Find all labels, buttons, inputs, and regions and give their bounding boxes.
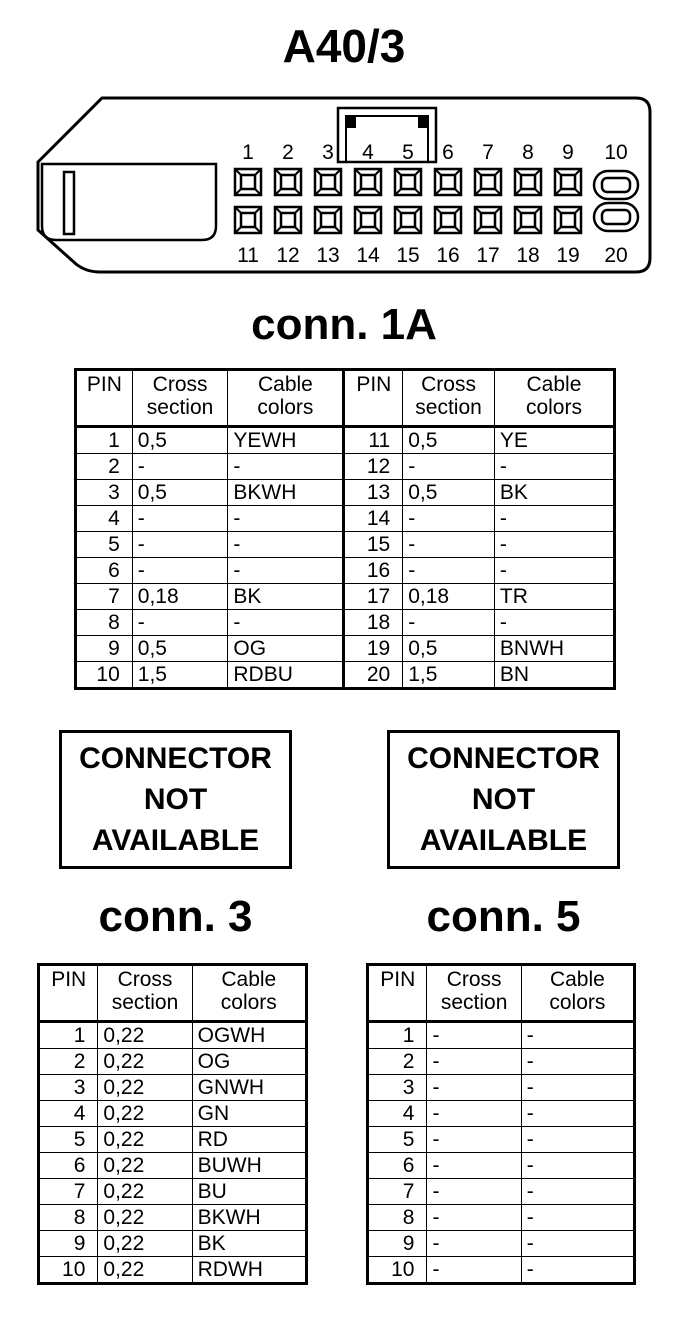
- cross-section-cell: -: [427, 1231, 521, 1257]
- pin-cell: 6: [76, 558, 133, 584]
- pin-number-label: 15: [396, 244, 420, 267]
- cable-color-cell: BKWH: [228, 480, 344, 506]
- pin-socket: [315, 207, 341, 233]
- conn3-title: conn. 3: [98, 892, 253, 941]
- na-line: NOT: [471, 783, 536, 816]
- pin-cell: 18: [344, 610, 403, 636]
- cross-section-cell: 0,5: [132, 636, 228, 662]
- header-pin: PIN: [344, 370, 403, 427]
- pin-number-label: 7: [482, 141, 494, 164]
- pin-cell: 13: [344, 480, 403, 506]
- cross-section-cell: 0,22: [98, 1153, 192, 1179]
- pin-number-label: 12: [276, 244, 300, 267]
- cable-color-cell: -: [521, 1127, 634, 1153]
- cable-color-cell: -: [494, 610, 614, 636]
- pin-cell: 10: [76, 662, 133, 689]
- pin-socket: [235, 169, 261, 195]
- cable-color-cell: YE: [494, 427, 614, 454]
- cable-color-cell: BUWH: [192, 1153, 306, 1179]
- table-row: [76, 636, 615, 662]
- na-line: CONNECTOR: [79, 742, 272, 775]
- cable-color-cell: TR: [494, 584, 614, 610]
- cable-color-cell: -: [521, 1101, 634, 1127]
- pin-cell: 4: [39, 1101, 98, 1127]
- cable-color-cell: BK: [192, 1231, 306, 1257]
- table-row: [368, 1022, 635, 1049]
- header-cable-colors: Cable colors: [228, 370, 344, 427]
- cross-section-cell: 0,22: [98, 1022, 192, 1049]
- cross-section-cell: 0,5: [403, 636, 495, 662]
- cable-color-cell: -: [521, 1153, 634, 1179]
- pin-cell: 9: [39, 1231, 98, 1257]
- header-cross-section: Cross section: [132, 370, 228, 427]
- conn1a-table: [74, 368, 616, 690]
- table-row: [368, 1257, 635, 1284]
- key-tab-left: [346, 116, 356, 128]
- table-row: [39, 1153, 307, 1179]
- pin-cell: 7: [76, 584, 133, 610]
- cable-color-cell: -: [521, 1179, 634, 1205]
- cross-section-cell: -: [427, 1022, 521, 1049]
- pin-socket: [555, 207, 581, 233]
- cable-color-cell: -: [521, 1231, 634, 1257]
- cable-color-cell: -: [521, 1022, 634, 1049]
- cable-color-cell: -: [521, 1257, 634, 1284]
- pin-cell: 14: [344, 506, 403, 532]
- pin-number-label: 9: [562, 141, 574, 164]
- power-pin-socket: [594, 203, 638, 231]
- pin-number-label: 2: [282, 141, 294, 164]
- pin-socket: [275, 169, 301, 195]
- table-row: [39, 1257, 307, 1284]
- pin-cell: 12: [344, 454, 403, 480]
- header-cross-section: Cross section: [98, 965, 192, 1022]
- pin-labels-bottom: [237, 244, 628, 267]
- cross-section-cell: 0,5: [403, 427, 495, 454]
- pin-number-label: 18: [516, 244, 540, 267]
- table-row: [368, 1101, 635, 1127]
- table-row: [76, 532, 615, 558]
- cable-color-cell: -: [521, 1205, 634, 1231]
- cross-section-cell: 0,22: [98, 1179, 192, 1205]
- pin-number-label: 17: [476, 244, 500, 267]
- cross-section-cell: -: [427, 1257, 521, 1284]
- cable-color-cell: -: [494, 532, 614, 558]
- header-pin: PIN: [368, 965, 427, 1022]
- pin-cell: 5: [76, 532, 133, 558]
- table-row: [368, 1127, 635, 1153]
- cable-color-cell: GN: [192, 1101, 306, 1127]
- cross-section-cell: 0,22: [98, 1049, 192, 1075]
- pin-cell: 7: [39, 1179, 98, 1205]
- pin-number-label: 5: [402, 141, 414, 164]
- cross-section-cell: 0,22: [98, 1101, 192, 1127]
- cross-section-cell: -: [132, 610, 228, 636]
- pin-socket: [555, 169, 581, 195]
- pin-socket: [475, 169, 501, 195]
- pin-cell: 6: [39, 1153, 98, 1179]
- header-cable-colors: Cable colors: [521, 965, 634, 1022]
- pin-cell: 20: [344, 662, 403, 689]
- cable-color-cell: BKWH: [192, 1205, 306, 1231]
- pin-socket: [435, 169, 461, 195]
- pin-cell: 3: [39, 1075, 98, 1101]
- table-row: [368, 1075, 635, 1101]
- latch-slot: [64, 172, 74, 234]
- table-row: [39, 1075, 307, 1101]
- pin-socket: [395, 207, 421, 233]
- cross-section-cell: 0,22: [98, 1075, 192, 1101]
- pins-bottom: [235, 203, 638, 233]
- latch-outline: [42, 164, 216, 240]
- cable-color-cell: -: [521, 1075, 634, 1101]
- page-title: A40/3: [282, 20, 406, 72]
- cross-section-cell: -: [403, 506, 495, 532]
- connector-diagram: [30, 90, 660, 280]
- table-row: [76, 506, 615, 532]
- header-pin: PIN: [76, 370, 133, 427]
- cable-color-cell: RD: [192, 1127, 306, 1153]
- table-row: [76, 454, 615, 480]
- pin-socket: [355, 207, 381, 233]
- cross-section-cell: -: [427, 1127, 521, 1153]
- pin-cell: 1: [368, 1022, 427, 1049]
- cable-color-cell: OG: [192, 1049, 306, 1075]
- cross-section-cell: -: [427, 1101, 521, 1127]
- table-row: [368, 1205, 635, 1231]
- table-row: [76, 662, 615, 689]
- table-row: [39, 1127, 307, 1153]
- pin-cell: 10: [39, 1257, 98, 1284]
- conn5-title: conn. 5: [426, 892, 581, 941]
- pin-number-label: 14: [356, 244, 380, 267]
- pin-number-label: 8: [522, 141, 534, 164]
- conn5-table: [366, 963, 636, 1285]
- pin-socket: [395, 169, 421, 195]
- pin-cell: 2: [368, 1049, 427, 1075]
- na-line: AVAILABLE: [419, 824, 588, 857]
- cable-color-cell: GNWH: [192, 1075, 306, 1101]
- cross-section-cell: 0,5: [132, 480, 228, 506]
- header-cross-section: Cross section: [403, 370, 495, 427]
- pin-cell: 9: [76, 636, 133, 662]
- cross-section-cell: 0,22: [98, 1231, 192, 1257]
- pin-number-label: 16: [436, 244, 460, 267]
- cable-color-cell: -: [494, 558, 614, 584]
- pin-socket: [355, 169, 381, 195]
- cable-color-cell: BK: [494, 480, 614, 506]
- pin-socket: [475, 207, 501, 233]
- table-row: [76, 610, 615, 636]
- header-pin: PIN: [39, 965, 98, 1022]
- pin-cell: 16: [344, 558, 403, 584]
- header-cross-section: Cross section: [427, 965, 521, 1022]
- cable-color-cell: BK: [228, 584, 344, 610]
- pin-cell: 3: [368, 1075, 427, 1101]
- cross-section-cell: 0,18: [132, 584, 228, 610]
- cross-section-cell: -: [132, 506, 228, 532]
- table-row: [39, 1231, 307, 1257]
- pin-socket: [315, 169, 341, 195]
- pin-number-label: 1: [242, 141, 254, 164]
- cross-section-cell: -: [403, 558, 495, 584]
- cross-section-cell: 0,5: [403, 480, 495, 506]
- cross-section-cell: -: [427, 1075, 521, 1101]
- pin-cell: 8: [76, 610, 133, 636]
- table-row: [76, 427, 615, 454]
- pin-cell: 1: [39, 1022, 98, 1049]
- cross-section-cell: -: [132, 454, 228, 480]
- table-row: [368, 1049, 635, 1075]
- cable-color-cell: -: [228, 532, 344, 558]
- pin-number-label: 6: [442, 141, 454, 164]
- cross-section-cell: 1,5: [403, 662, 495, 689]
- pin-cell: 15: [344, 532, 403, 558]
- cross-section-cell: -: [427, 1205, 521, 1231]
- cable-color-cell: -: [228, 558, 344, 584]
- cable-color-cell: RDWH: [192, 1257, 306, 1284]
- conn3-not-available-box: [59, 730, 292, 869]
- conn3-table: [37, 963, 308, 1285]
- pin-cell: 5: [368, 1127, 427, 1153]
- table-row: [76, 558, 615, 584]
- cable-color-cell: BN: [494, 662, 614, 689]
- cable-color-cell: -: [228, 610, 344, 636]
- table-row: [368, 1153, 635, 1179]
- header-cable-colors: Cable colors: [192, 965, 306, 1022]
- pin-cell: 17: [344, 584, 403, 610]
- pin-number-label: 3: [322, 141, 334, 164]
- pins-top: [235, 169, 638, 199]
- cross-section-cell: 0,22: [98, 1205, 192, 1231]
- pin-cell: 2: [76, 454, 133, 480]
- cross-section-cell: -: [427, 1049, 521, 1075]
- pin-cell: 8: [368, 1205, 427, 1231]
- header-cable-colors: Cable colors: [494, 370, 614, 427]
- pin-cell: 11: [344, 427, 403, 454]
- table-row: [39, 1179, 307, 1205]
- cable-color-cell: -: [521, 1049, 634, 1075]
- cross-section-cell: 0,22: [98, 1127, 192, 1153]
- cross-section-cell: -: [403, 532, 495, 558]
- pin-number-label: 10: [604, 141, 628, 164]
- cable-color-cell: YEWH: [228, 427, 344, 454]
- cable-color-cell: RDBU: [228, 662, 344, 689]
- pin-cell: 3: [76, 480, 133, 506]
- pin-cell: 9: [368, 1231, 427, 1257]
- pin-number-label: 11: [237, 244, 259, 267]
- cross-section-cell: 1,5: [132, 662, 228, 689]
- table-row: [39, 1205, 307, 1231]
- pin-number-label: 19: [556, 244, 580, 267]
- pin-socket: [435, 207, 461, 233]
- table-row: [39, 1049, 307, 1075]
- cross-section-cell: -: [132, 558, 228, 584]
- pin-cell: 8: [39, 1205, 98, 1231]
- pin-cell: 1: [76, 427, 133, 454]
- cross-section-cell: -: [427, 1153, 521, 1179]
- cross-section-cell: 0,5: [132, 427, 228, 454]
- table-row: [39, 1022, 307, 1049]
- pin-number-label: 13: [316, 244, 340, 267]
- cross-section-cell: -: [427, 1179, 521, 1205]
- cable-color-cell: BU: [192, 1179, 306, 1205]
- cross-section-cell: -: [403, 610, 495, 636]
- cross-section-cell: 0,22: [98, 1257, 192, 1284]
- na-line: NOT: [143, 783, 208, 816]
- key-inner: [346, 116, 428, 162]
- pin-socket: [515, 169, 541, 195]
- cable-color-cell: -: [228, 506, 344, 532]
- pin-cell: 4: [368, 1101, 427, 1127]
- key-tab-right: [418, 116, 428, 128]
- pin-number-label: 20: [604, 244, 628, 267]
- cross-section-cell: 0,18: [403, 584, 495, 610]
- na-line: AVAILABLE: [91, 824, 260, 857]
- cable-color-cell: BNWH: [494, 636, 614, 662]
- power-pin-socket: [594, 171, 638, 199]
- pin-socket: [275, 207, 301, 233]
- cable-color-cell: -: [228, 454, 344, 480]
- pin-cell: 10: [368, 1257, 427, 1284]
- table-row: [76, 584, 615, 610]
- conn5-not-available-box: [387, 730, 620, 869]
- pin-socket: [235, 207, 261, 233]
- cable-color-cell: -: [494, 506, 614, 532]
- table-row: [76, 480, 615, 506]
- pin-cell: 19: [344, 636, 403, 662]
- table-row: [39, 1101, 307, 1127]
- pin-cell: 5: [39, 1127, 98, 1153]
- cross-section-cell: -: [403, 454, 495, 480]
- pin-cell: 7: [368, 1179, 427, 1205]
- pin-socket: [515, 207, 541, 233]
- na-line: CONNECTOR: [407, 742, 600, 775]
- pin-cell: 2: [39, 1049, 98, 1075]
- table-row: [368, 1231, 635, 1257]
- pin-cell: 6: [368, 1153, 427, 1179]
- cable-color-cell: OG: [228, 636, 344, 662]
- cross-section-cell: -: [132, 532, 228, 558]
- cable-color-cell: -: [494, 454, 614, 480]
- pin-number-label: 4: [362, 141, 374, 164]
- pin-cell: 4: [76, 506, 133, 532]
- cable-color-cell: OGWH: [192, 1022, 306, 1049]
- conn1a-title: conn. 1A: [251, 300, 437, 349]
- table-row: [368, 1179, 635, 1205]
